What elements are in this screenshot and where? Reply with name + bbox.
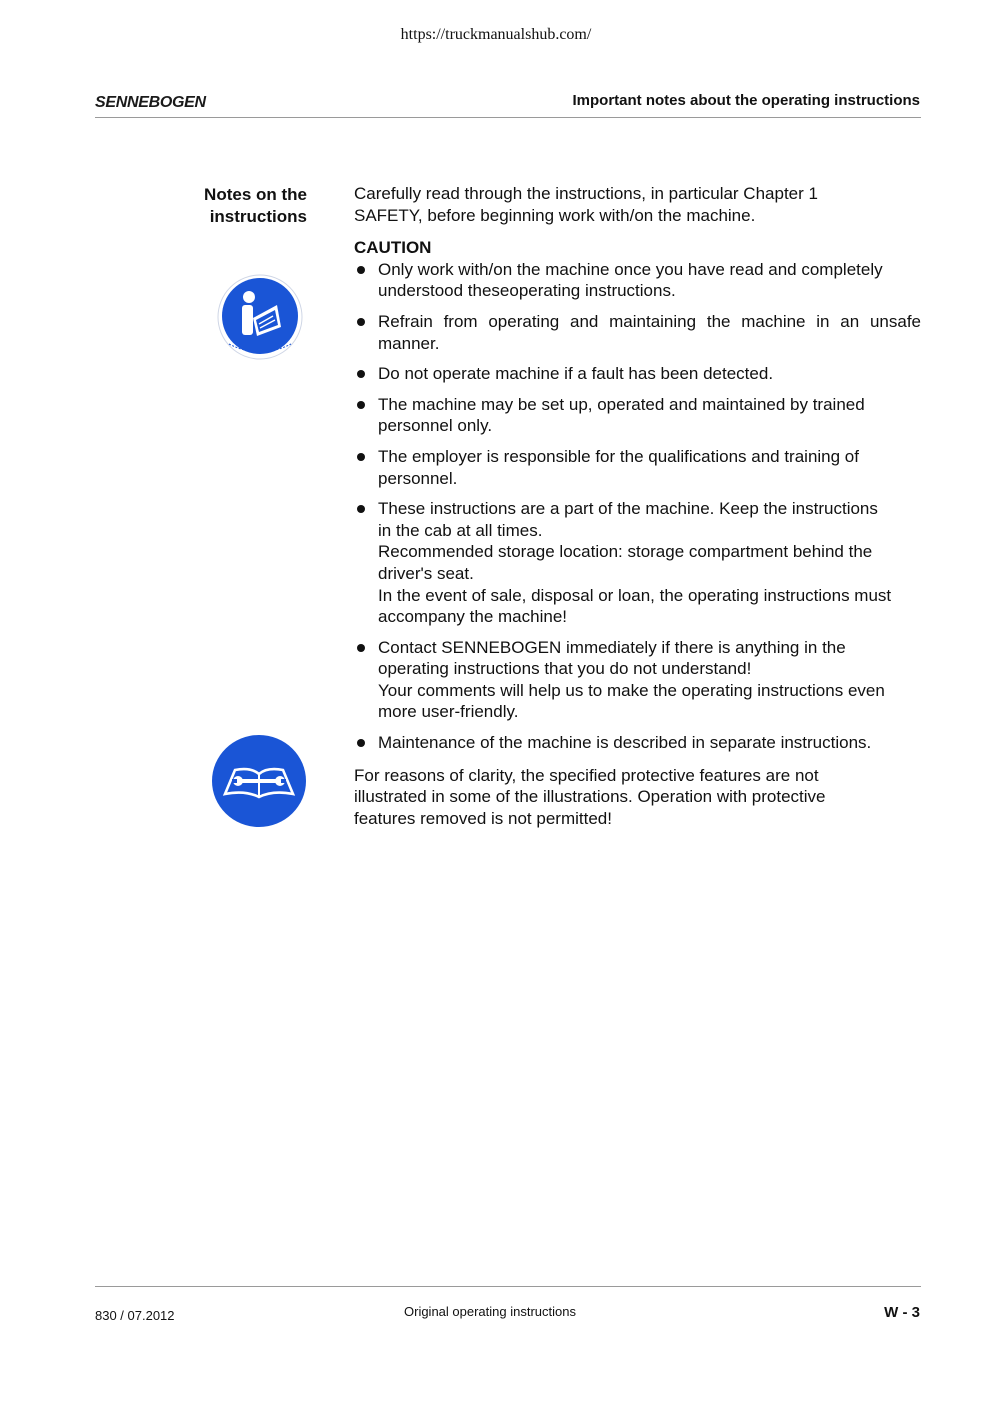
bullet-dot — [357, 644, 365, 652]
caution-list — [354, 259, 921, 754]
list-item-line: These instructions are a part of the machine. Keep the instructions — [378, 499, 878, 519]
sennebogen-logo: SENNEBOGEN — [95, 94, 206, 111]
intro-line: Carefully read through the instructions, in particular Chapter 1 — [354, 184, 818, 203]
bullet-dot — [357, 505, 365, 513]
footer-document-number: 830 / 07.2012 — [95, 1308, 175, 1323]
section-heading — [140, 184, 307, 228]
list-item-line: Recommended storage location: storage compartment behind the — [378, 542, 873, 562]
list-item-line: Maintenance of the machine is described in separate instructions. — [378, 733, 872, 753]
list-item-line: Contact SENNEBOGEN immediately if there is anything in the — [378, 637, 846, 657]
intro-line: SAFETY, before beginning work with/on the machine. — [354, 205, 756, 225]
section-heading-line: instructions — [209, 207, 307, 226]
list-item-line: in the cab at all times. — [378, 520, 543, 540]
list-item-line: personnel only. — [378, 416, 493, 436]
header-divider — [95, 117, 921, 118]
outro-line: features removed is not permitted! — [354, 808, 612, 828]
list-item-line: The employer is responsible for the qualifications and training of — [378, 446, 859, 466]
section-body — [354, 183, 921, 829]
list-item — [354, 732, 921, 754]
outro-paragraph — [354, 765, 921, 830]
list-item-line: operating instructions that you do not understand! — [378, 659, 752, 679]
outro-line: For reasons of clarity, the specified protective features are not — [354, 765, 819, 785]
bullet-dot — [357, 401, 365, 409]
list-item-line: Refrain from operating and maintaining the machine in an unsafe — [378, 311, 921, 331]
bullet-dot — [357, 453, 365, 461]
list-item-line: personnel. — [378, 468, 458, 488]
list-item-line: accompany the machine! — [378, 607, 567, 627]
list-item-line: driver's seat. — [378, 563, 474, 583]
list-item-line: more user-friendly. — [378, 702, 519, 722]
list-item-line: Your comments will help us to make the operating instructions even — [378, 680, 885, 700]
page-header-title: Important notes about the operating instructions — [572, 92, 920, 109]
list-item — [354, 311, 921, 354]
watermark-url: https://truckmanualshub.com/ — [400, 26, 592, 43]
list-item-line: In the event of sale, disposal or loan, the operating instructions must — [378, 585, 892, 605]
list-item-line: Only work with/on the machine once you have read and completely — [378, 259, 883, 279]
footer-caption: Original operating instructions — [404, 1304, 576, 1319]
list-item — [354, 259, 921, 302]
list-item-line: The machine may be set up, operated and maintained by trained — [378, 394, 865, 414]
footer-divider — [95, 1286, 921, 1287]
page-number: W - 3 — [884, 1304, 920, 1321]
list-item-line: manner. — [378, 333, 440, 353]
list-item — [354, 394, 921, 437]
bullet-dot — [357, 318, 365, 326]
list-item — [354, 637, 921, 723]
caution-label: CAUTION — [354, 238, 432, 258]
list-item-line: Do not operate machine if a fault has been detected. — [378, 364, 774, 384]
list-item — [354, 498, 921, 628]
intro-paragraph — [354, 183, 921, 226]
list-item — [354, 446, 921, 489]
list-item — [354, 363, 921, 385]
bullet-dot — [357, 739, 365, 747]
maintenance-manual-icon — [211, 734, 307, 828]
list-item-line: understood theseoperating instructions. — [378, 281, 676, 301]
bullet-dot — [357, 266, 365, 274]
bullet-dot — [357, 370, 365, 378]
outro-line: illustrated in some of the illustrations. Operation with protective — [354, 787, 826, 807]
read-manual-icon — [217, 274, 303, 360]
section-heading-line: Notes on the — [204, 185, 307, 204]
